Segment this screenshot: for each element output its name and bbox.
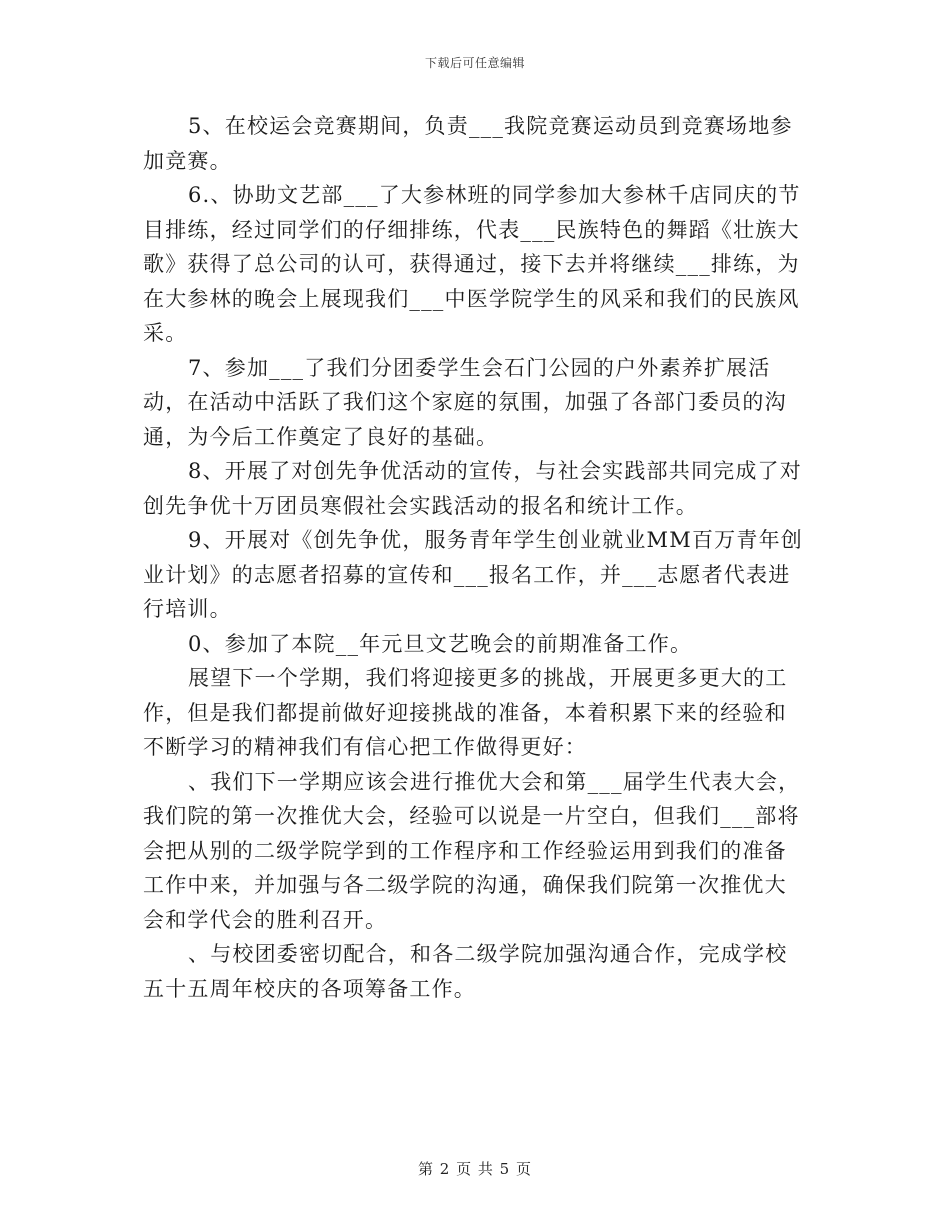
document-body bbox=[143, 109, 808, 1006]
paragraph-item-6: 6.、协助文艺部___了大参林班的同学参加大参林千店同庆的节目排练，经过同学们的仔细排练，代表___民族特色的舞蹈《壮族大歌》获得了总公司的认可，获得通过，接下去并将继续___排练，为在大参林的晚会上展现我们___中医学院学生的风采和我们的民族风采。 bbox=[143, 183, 801, 345]
paragraph-item-9: 9、开展对《创先争优，服务青年学生创业就业MM百万青年创业计划》的志愿者招募的宣传和___报名工作，并___志愿者代表进行培训。 bbox=[143, 528, 803, 621]
paragraph-item-8: 8、开展了对创先争优活动的宣传，与社会实践部共同完成了对创先争优十万团员寒假社会实践活动的报名和统计工作。 bbox=[143, 459, 802, 518]
paragraph-plan-2: 、与校团委密切配合，和各二级学院加强沟通合作，完成学校五十五周年校庆的各项筹备工作。 bbox=[143, 942, 788, 1001]
paragraph-item-7: 7、参加___了我们分团委学生会石门公园的户外素养扩展活动，在活动中活跃了我们这个家庭的氛围，加强了各部门委员的沟通，为今后工作奠定了良好的基础。 bbox=[143, 355, 787, 449]
paragraph-outlook: 展望下一个学期，我们将迎接更多的挑战，开展更多更大的工作，但是我们都提前做好迎接挑战的准备，本着积累下来的经验和不断学习的精神我们有信心把工作做得更好： bbox=[143, 666, 788, 759]
paragraph-item-10: 0、参加了本院__年元旦文艺晚会的前期准备工作。 bbox=[188, 631, 693, 656]
page-number: 第 2 页 共 5 页 bbox=[418, 1160, 532, 1178]
paragraph-plan-1: 、我们下一学期应该会进行推优大会和第___届学生代表大会，我们院的第一次推优大会，经验可以说是一片空白，但我们___部将会把从别的二级学院学到的工作程序和工作经验运用到我们的准备工作中来，并加强与各二级学院的沟通，确保我们院第一次推优大会和学代会的胜利召开。 bbox=[143, 769, 801, 932]
paragraph-item-5: 5、在校运会竞赛期间，负责___我院竞赛运动员到竞赛场地参加竞赛。 bbox=[143, 114, 793, 173]
page-header: 下载后可任意编辑 bbox=[424, 56, 525, 70]
